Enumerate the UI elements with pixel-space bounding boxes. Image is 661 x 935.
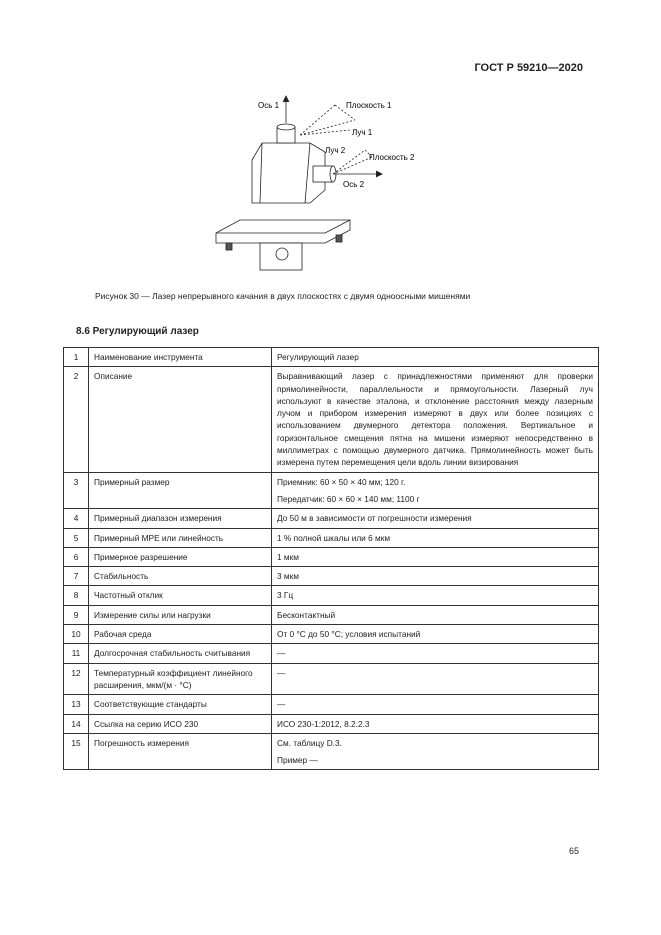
value-text: — (277, 648, 286, 659)
row-value (272, 528, 599, 547)
table-row (64, 644, 599, 663)
plane2-label: Плоскость 2 (369, 153, 415, 162)
value-text: — (277, 667, 286, 678)
row-value (272, 714, 599, 733)
row-value (272, 547, 599, 566)
table-row (64, 472, 599, 509)
value-text: 1 % полной шкалы или 6 мкм (277, 532, 391, 543)
table-row (64, 663, 599, 695)
row-number: 12 (64, 663, 89, 695)
row-label: Примерный MPE или линейность (89, 528, 272, 547)
row-value (272, 663, 599, 695)
row-value (272, 695, 599, 714)
row-label: Долгосрочная стабильность считывания (89, 644, 272, 663)
row-value (272, 586, 599, 605)
row-value (272, 509, 599, 528)
row-label: Температурный коэффициент линейного расширения, мкм/(м · °С) (89, 663, 272, 695)
value-text: 3 мкм (277, 571, 299, 582)
value-text: 3 Гц (277, 590, 294, 601)
value-text: Бесконтактный (277, 609, 336, 620)
row-label: Примерный диапазон измерения (89, 509, 272, 528)
row-label: Ссылка на серию ИСО 230 (89, 714, 272, 733)
row-value (272, 472, 599, 509)
row-value (272, 348, 599, 367)
value-text: От 0 °С до 50 °С; условия испытаний (277, 629, 421, 640)
value-text-2: Пример — (277, 755, 318, 766)
row-label: Рабочая среда (89, 625, 272, 644)
figure-caption: Рисунок 30 — Лазер непрерывного качания в двух плоскостях с двумя одноосными мишенями (95, 291, 471, 301)
plane1-label: Плоскость 1 (346, 101, 392, 110)
table-row (64, 714, 599, 733)
row-label: Описание (89, 367, 272, 472)
value-text: — (277, 699, 286, 710)
row-number: 11 (64, 644, 89, 663)
value-text: Выравнивающий лазер с принадлежностями применяют для проверки прямолинейности, параллельности и прямоугольности. Лазерный луч используют в качестве эталона, и отклонение расстояния между лазерным лучом и прибором измерения измеряют в двух или более позициях с использованием двумерного детектора положения. Вертикальное и горизонтальное смещения пятна на мишени измеряют непосредственно в миллиметрах с помощью двумерного датчика. Прямолинейность может быть измерена путем перемещения цели вдоль линии визирования (277, 371, 593, 468)
row-number: 7 (64, 567, 89, 586)
table-row (64, 586, 599, 605)
row-label: Примерный размер (89, 472, 272, 509)
row-label: Частотный отклик (89, 586, 272, 605)
table-row (64, 509, 599, 528)
row-value (272, 367, 599, 472)
value-text-2: Передатчик: 60 × 60 × 140 мм; 1100 г (277, 493, 420, 504)
beam1-label: Луч 1 (352, 128, 373, 137)
row-number: 13 (64, 695, 89, 714)
beam2-label: Луч 2 (325, 146, 346, 155)
row-number: 10 (64, 625, 89, 644)
table-row (64, 528, 599, 547)
table-row (64, 567, 599, 586)
row-label: Соответствующие стандарты (89, 695, 272, 714)
row-value (272, 567, 599, 586)
section-heading: 8.6 Регулирующий лазер (76, 326, 199, 337)
row-value (272, 644, 599, 663)
table-row (64, 367, 599, 472)
row-label: Измерение силы или нагрузки (89, 605, 272, 624)
row-label: Стабильность (89, 567, 272, 586)
value-text: До 50 м в зависимости от погрешности измерения (277, 513, 472, 524)
row-label: Наименование инструмента (89, 348, 272, 367)
table-row (64, 695, 599, 714)
row-number: 15 (64, 733, 89, 770)
table-row (64, 547, 599, 566)
row-label: Примерное разрешение (89, 547, 272, 566)
value-text: См. таблицу D.3. (277, 737, 342, 748)
row-number: 1 (64, 348, 89, 367)
table-row (64, 605, 599, 624)
instrument-table (63, 347, 599, 770)
value-text: Приемник: 60 × 50 × 40 мм; 120 г. (277, 476, 406, 487)
row-number: 2 (64, 367, 89, 472)
row-number: 5 (64, 528, 89, 547)
row-number: 6 (64, 547, 89, 566)
laser-figure (200, 90, 430, 280)
row-number: 8 (64, 586, 89, 605)
table-row (64, 733, 599, 770)
row-number: 3 (64, 472, 89, 509)
row-number: 4 (64, 509, 89, 528)
row-value (272, 733, 599, 770)
row-value (272, 605, 599, 624)
row-number: 9 (64, 605, 89, 624)
page-number: 65 (568, 846, 579, 856)
table-row (64, 625, 599, 644)
row-number: 14 (64, 714, 89, 733)
axis1-label: Ось 1 (258, 101, 280, 110)
document-header: ГОСТ Р 59210—2020 (474, 62, 583, 74)
table-row (64, 348, 599, 367)
value-text: Регулирующий лазер (277, 352, 359, 362)
value-text: 1 мкм (277, 551, 299, 562)
value-text: ИСО 230-1:2012, 8.2.2.3 (277, 718, 370, 729)
row-value (272, 625, 599, 644)
row-label: Погрешность измерения (89, 733, 272, 770)
axis2-label: Ось 2 (343, 180, 365, 189)
